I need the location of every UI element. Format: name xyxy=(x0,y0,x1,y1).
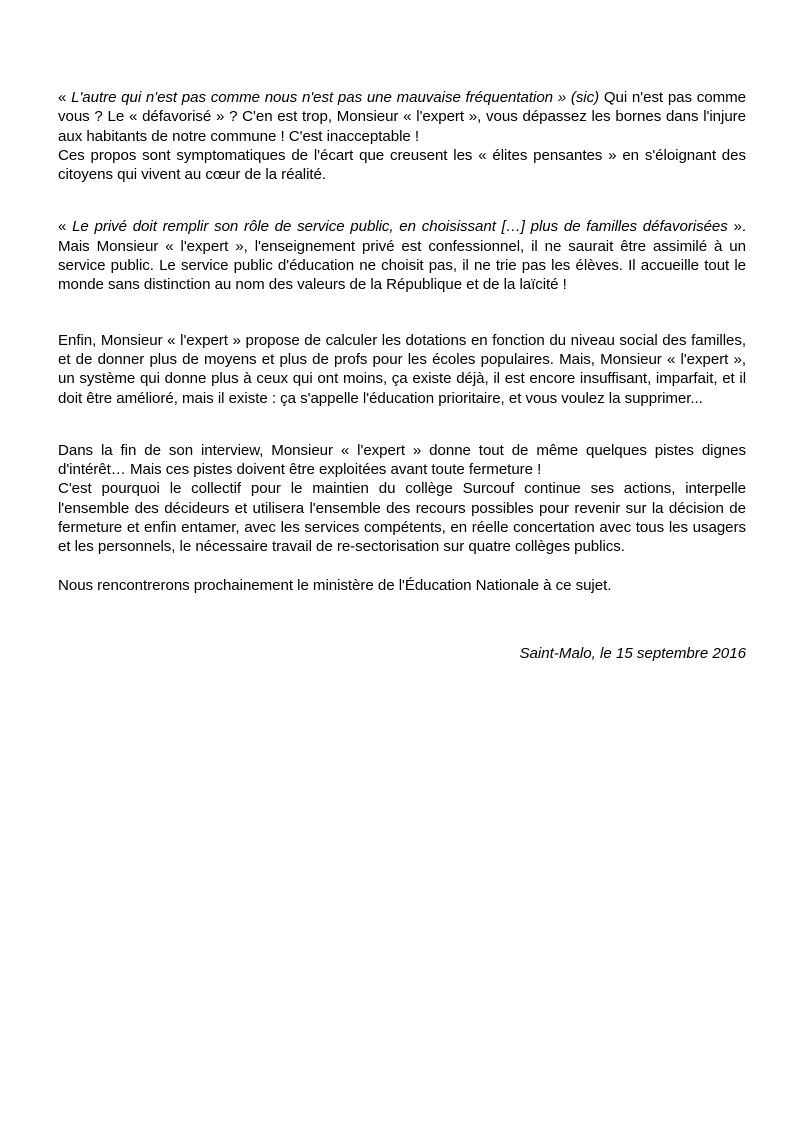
paragraph-ces-propos xyxy=(58,146,746,185)
text-run-roman: « xyxy=(58,218,73,236)
text-run-italic: L'autre qui n'est pas comme nous n'est pas une mauvaise fréquentation » (sic) xyxy=(71,89,600,106)
text-run-roman: C'est pourquoi le collectif pour le maintien du collège Surcouf continue ses actions, interpelle l'ensemble des décideurs et utilisera l'ensemble des recours possibles pour revenir sur la décision de fermeture et enfin entamer, avec les services compétents, en réelle concertation avec tous les usagers et les personnels, le nécessaire travail de re-sectorisation sur quatre collèges publics. xyxy=(58,480,746,556)
paragraph-enfin-monsieur xyxy=(58,331,746,408)
text-run-italic: Le privé doit remplir son rôle de service public, en choisissant […] plus de familles défavorisées xyxy=(72,218,728,236)
text-run-roman: Qui n'est pas comme vous ? Le « défavorisé » ? C'en est trop, Monsieur « l'expert », vous dépassez les bornes dans l'injure aux habitants de notre commune ! C'est inacceptable ! xyxy=(58,89,746,145)
paragraph-cest-pourquoi xyxy=(58,479,746,556)
paragraph-spacer xyxy=(58,557,746,576)
document-body xyxy=(58,88,746,663)
signature-block xyxy=(58,644,746,663)
paragraph-quote-lautre xyxy=(58,88,746,146)
signature-place-date: Saint-Malo, le 15 septembre 2016 xyxy=(519,644,746,662)
text-run-roman: Enfin, Monsieur « l'expert » propose de calculer les dotations en fonction du niveau social des familles, et de donner plus de moyens et plus de profs pour les écoles populaires. Mais, Monsieur « l'expert », un système qui donne plus à ceux qui ont moins, ça existe déjà, il est encore insuffisant, imparfait, et il doit être amélioré, mais il existe : ça s'appelle l'éducation prioritaire, et vous voulez la supprimer... xyxy=(58,331,746,407)
text-run-roman: Ces propos sont symptomatiques de l'écart que creusent les « élites pensantes » en s'éloignant des citoyens qui vivent au cœur de la réalité. xyxy=(58,146,746,184)
paragraph-nous-rencontrerons xyxy=(58,576,746,595)
paragraph-spacer xyxy=(58,295,746,331)
text-run-roman: ». Mais Monsieur « l'expert », l'enseignement privé est confessionnel, il ne saurait être assimilé à un service public. Le service public d'éducation ne choisit pas, il ne trie pas les élèves. Il accueille tout le monde sans distinction au nom des valeurs de la République et de la laïcité ! xyxy=(58,218,746,294)
text-run-roman: « xyxy=(58,89,72,106)
paragraph-dans-la-fin xyxy=(58,441,746,480)
paragraph-spacer xyxy=(58,408,746,441)
text-run-roman: Nous rencontrerons prochainement le ministère de l'Éducation Nationale à ce sujet. xyxy=(58,576,612,594)
paragraph-spacer xyxy=(58,184,746,217)
text-run-roman: Dans la fin de son interview, Monsieur « l'expert » donne tout de même quelques pistes dignes d'intérêt… Mais ces pistes doivent être exploitées avant toute fermeture ! xyxy=(58,441,746,479)
paragraph-quote-le-prive xyxy=(58,217,746,294)
